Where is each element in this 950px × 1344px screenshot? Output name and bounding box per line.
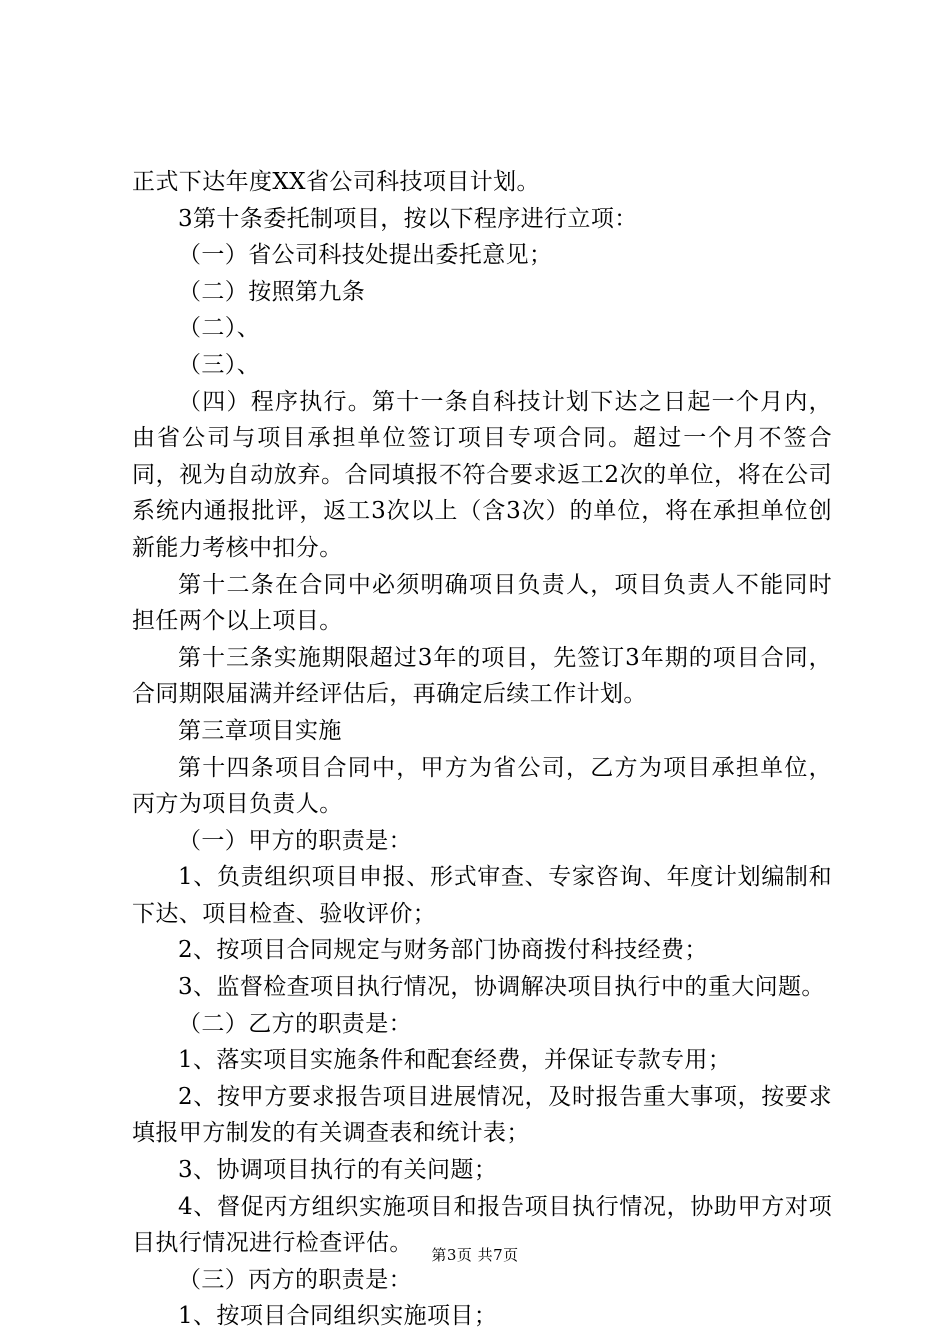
paragraph: （三）、 — [178, 351, 261, 378]
paragraph: 2、按项目合同规定与财务部门协商拨付科技经费； — [178, 937, 708, 964]
document-body — [132, 164, 832, 1335]
paragraph: （一）省公司科技处提出委托意见； — [178, 242, 553, 269]
paragraph: 第十二条在合同中必须明确项目负责人，项目负责人不能同时担任两个以上项目。 — [132, 571, 832, 635]
paragraph: （二）乙方的职责是： — [178, 1010, 412, 1037]
page-footer: 第3页 共7页 — [431, 1246, 519, 1264]
paragraph: 3、监督检查项目执行情况，协调解决项目执行中的重大问题。 — [178, 974, 825, 1001]
paragraph: 1、负责组织项目申报、形式审查、专家咨询、年度计划编制和下达、项目检查、验收评价； — [132, 864, 832, 927]
paragraph: 第三章项目实施 — [178, 717, 342, 744]
paragraph: （二）按照第九条 — [178, 278, 366, 305]
paragraph: 4、督促丙方组织实施项目和报告项目执行情况，协助甲方对项目执行情况进行检查评估。 — [132, 1193, 832, 1257]
paragraph: 1、按项目合同组织实施项目； — [178, 1303, 498, 1330]
paragraph: 3、协调项目执行的有关问题； — [178, 1157, 498, 1184]
paragraph: （一）甲方的职责是： — [178, 827, 412, 854]
paragraph: 2、按甲方要求报告项目进展情况，及时报告重大事项，按要求填报甲方制发的有关调查表和统计表； — [132, 1083, 832, 1147]
paragraph: （三）丙方的职责是： — [178, 1266, 412, 1293]
paragraph: 1、落实项目实施条件和配套经费，并保证专款专用； — [178, 1047, 732, 1074]
paragraph: 3第十条委托制项目，按以下程序进行立项： — [178, 205, 638, 232]
paragraph: 第十三条实施期限超过3年的项目，先签订3年期的项目合同，合同期限届满并经评估后，再确定后续工作计划。 — [132, 644, 832, 708]
paragraph: （二）、 — [178, 315, 261, 342]
paragraph: 正式下达年度XX省公司科技项目计划。 — [132, 169, 540, 195]
paragraph: （四）程序执行。第十一条自科技计划下达之日起一个月内，由省公司与项目承担单位签订项目专项合同。超过一个月不签合同，视为自动放弃。合同填报不符合要求返工2次的单位，将在公司系统内通报批评，返工3次以上（含3次）的单位，将在承担单位创新能力考核中扣分。 — [132, 388, 832, 561]
paragraph: 第十四条项目合同中，甲方为省公司，乙方为项目承担单位，丙方为项目负责人。 — [132, 754, 832, 818]
